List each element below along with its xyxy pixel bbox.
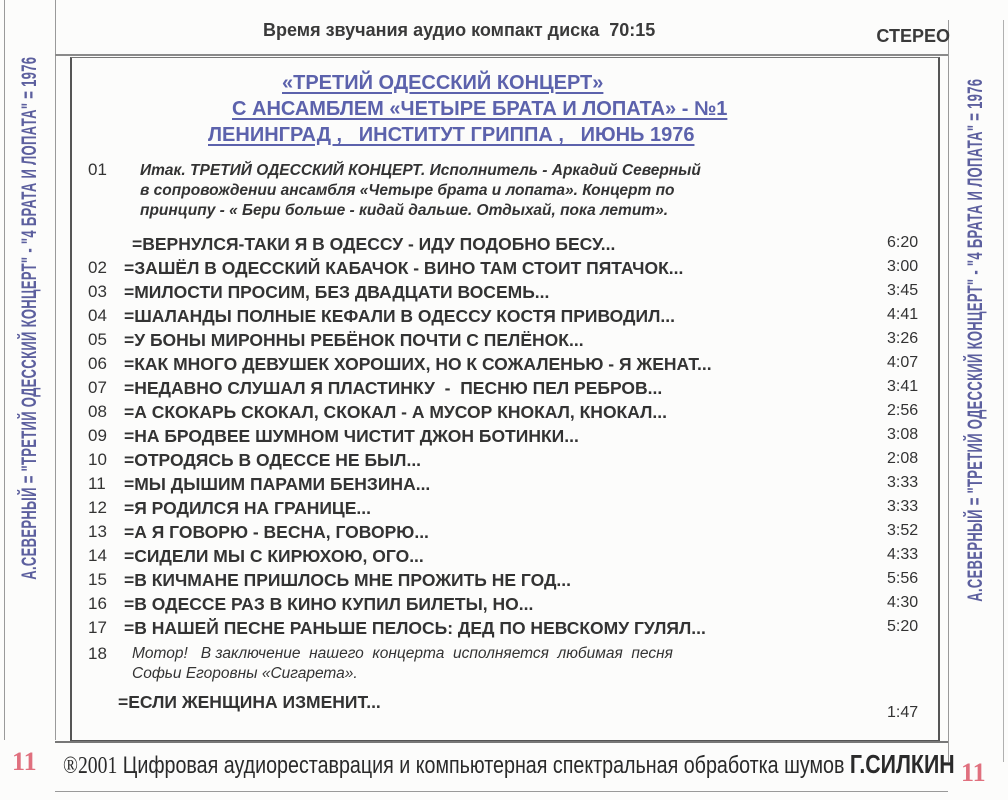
album-title	[72, 70, 938, 148]
track-number: 04	[88, 306, 107, 325]
track-duration: 5:56	[887, 570, 919, 587]
credits-text: ®2001 Цифровая аудиореставрация и компьютерная спектральная обработка шумов Г.СИЛКИН	[63, 749, 955, 779]
restoration-author: Г.СИЛКИН	[849, 749, 955, 779]
track-number: 11	[88, 474, 106, 493]
audio-mode: СТЕРЕО	[876, 26, 950, 46]
right-spine-number: 11	[961, 758, 986, 787]
track-number: 07	[88, 378, 107, 397]
track-row	[72, 282, 938, 306]
track-title: =НА БРОДВЕЕ ШУМНОМ ЧИСТИТ ДЖОН БОТИНКИ...	[124, 426, 579, 446]
title-line-2: С АНСАМБЛЕМ «ЧЕТЫРЕ БРАТА И ЛОПАТА» - №1	[232, 98, 728, 120]
track-number: 02	[88, 258, 107, 277]
track-title: =ВЕРНУЛСЯ-ТАКИ Я В ОДЕССУ - ИДУ ПОДОБНО БЕСУ...	[132, 234, 616, 254]
track-row	[72, 234, 938, 258]
track-number: 12	[88, 498, 107, 517]
track-duration: 4:33	[887, 546, 919, 563]
track-duration: 2:56	[887, 402, 919, 419]
left-spine	[4, 0, 56, 740]
play-time: Время звучания аудио компакт диска 70:15	[263, 20, 656, 40]
track-duration: 1:47	[887, 704, 919, 721]
track-title: =ЕСЛИ ЖЕНЩИНА ИЗМЕНИТ...	[118, 692, 381, 712]
intro-note: Итак. ТРЕТИЙ ОДЕССКИЙ КОНЦЕРТ. Исполнитель - Аркадий Северный в сопровождении ансамбля «Четыре брата и лопата». Концерт по принципу - « Бери больше - кидай дальше. Отдыхай, пока летит».	[140, 162, 701, 219]
track-duration: 3:33	[887, 498, 919, 515]
track-title: =СИДЕЛИ МЫ С КИРЮХОЮ, ОГО...	[124, 546, 424, 566]
track-row	[72, 354, 938, 378]
track-duration: 3:00	[887, 258, 919, 275]
title-line-1: «ТРЕТИЙ ОДЕССКИЙ КОНЦЕРТ»	[282, 72, 604, 94]
title-line-3: ЛЕНИНГРАД , ИНСТИТУТ ГРИППА , ИЮНЬ 1976	[208, 124, 695, 146]
track-number: 05	[88, 330, 107, 349]
track-duration: 3:41	[887, 378, 919, 395]
track-row	[72, 258, 938, 282]
track-title: =В КИЧМАНЕ ПРИШЛОСЬ МНЕ ПРОЖИТЬ НЕ ГОД...	[124, 570, 572, 590]
right-spine	[948, 20, 1004, 762]
track-row	[72, 426, 938, 450]
track-title: =В ОДЕССЕ РАЗ В КИНО КУПИЛ БИЛЕТЫ, НО...	[124, 594, 534, 614]
track-row	[72, 522, 938, 546]
track-number: 03	[88, 282, 107, 301]
track-row	[72, 618, 938, 642]
track-number: 06	[88, 354, 107, 373]
track-row	[72, 498, 938, 522]
track-title: =ЗАШЁЛ В ОДЕССКИЙ КАБАЧОК - ВИНО ТАМ СТОИТ ПЯТАЧОК...	[124, 258, 684, 278]
header-bar	[55, 14, 948, 56]
play-time-value: 70:15	[609, 20, 656, 40]
track-title: =МИЛОСТИ ПРОСИМ, БЕЗ ДВАДЦАТИ ВОСЕМЬ...	[124, 282, 550, 302]
track-number: 14	[88, 546, 107, 565]
track-duration: 3:33	[887, 474, 919, 491]
footer-credits	[55, 741, 955, 792]
track-title: =Я РОДИЛСЯ НА ГРАНИЦЕ...	[124, 498, 371, 518]
track-title: =ОТРОДЯСЬ В ОДЕССЕ НЕ БЫЛ...	[124, 450, 422, 470]
track-row	[72, 594, 938, 618]
left-spine-number: 11	[12, 747, 37, 776]
track-title: =МЫ ДЫШИМ ПАРАМИ БЕНЗИНА...	[124, 474, 431, 494]
track-row	[72, 402, 938, 426]
track-number: 18	[88, 644, 107, 663]
track-duration: 3:26	[887, 330, 919, 347]
tracklist-box	[70, 57, 940, 742]
track-number: 13	[88, 522, 107, 541]
track-number: 09	[88, 426, 107, 445]
track-row	[72, 474, 938, 498]
track-number: 16	[88, 594, 107, 613]
track-row	[72, 378, 938, 402]
track-number: 17	[88, 618, 107, 637]
track-title: =НЕДАВНО СЛУШАЛ Я ПЛАСТИНКУ - ПЕСНЮ ПЕЛ РЕБРОВ...	[124, 378, 663, 398]
track-number: 15	[88, 570, 107, 589]
track-title: =В НАШЕЙ ПЕСНЕ РАНЬШЕ ПЕЛОСЬ: ДЕД ПО НЕВСКОМУ ГУЛЯЛ...	[124, 618, 706, 638]
right-spine-title: А.СЕВЕРНЫЙ = "ТРЕТИЙ ОДЕССКИЙ КОНЦЕРТ" - "4 БРАТА И ЛОПАТА" = 1976	[964, 78, 987, 602]
track-title: =А Я ГОВОРЮ - ВЕСНА, ГОВОРЮ...	[124, 522, 429, 542]
track-duration: 3:08	[887, 426, 919, 443]
track-title: =А СКОКАРЬ СКОКАЛ, СКОКАЛ - А МУСОР КНОКАЛ, КНОКАЛ...	[124, 402, 667, 422]
left-spine-title: А.СЕВЕРНЫЙ = "ТРЕТИЙ ОДЕССКИЙ КОНЦЕРТ" - "4 БРАТА И ЛОПАТА" = 1976	[18, 56, 41, 580]
track-row	[72, 450, 938, 474]
track-row	[72, 330, 938, 354]
track-duration: 3:52	[887, 522, 919, 539]
track-duration: 3:45	[887, 282, 919, 299]
outro-note: Мотор! В заключение нашего концерта исполняется любимая песня Софьи Егоровны «Сигарета».	[132, 645, 673, 682]
track-row	[72, 306, 938, 330]
track-duration: 4:30	[887, 594, 919, 611]
track-duration: 2:08	[887, 450, 919, 467]
track-row	[72, 570, 938, 594]
track-number: 01	[88, 160, 107, 179]
track-row	[72, 546, 938, 570]
track-title: =ШАЛАНДЫ ПОЛНЫЕ КЕФАЛИ В ОДЕССУ КОСТЯ ПРИВОДИЛ...	[124, 306, 675, 326]
track-row	[72, 692, 938, 721]
track-duration: 5:20	[887, 618, 919, 635]
track-duration: 4:41	[887, 306, 919, 323]
track-duration: 4:07	[887, 354, 919, 371]
track-title: =КАК МНОГО ДЕВУШЕК ХОРОШИХ, НО К СОЖАЛЕНЬЮ - Я ЖЕНАТ...	[124, 354, 712, 374]
track-number: 08	[88, 402, 107, 421]
track-number: 10	[88, 450, 107, 469]
copyright: ®2001	[63, 753, 118, 779]
track-duration: 6:20	[887, 234, 919, 251]
track-title: =У БОНЫ МИРОННЫ РЕБЁНОК ПОЧТИ С ПЕЛЁНОК...	[124, 330, 584, 350]
